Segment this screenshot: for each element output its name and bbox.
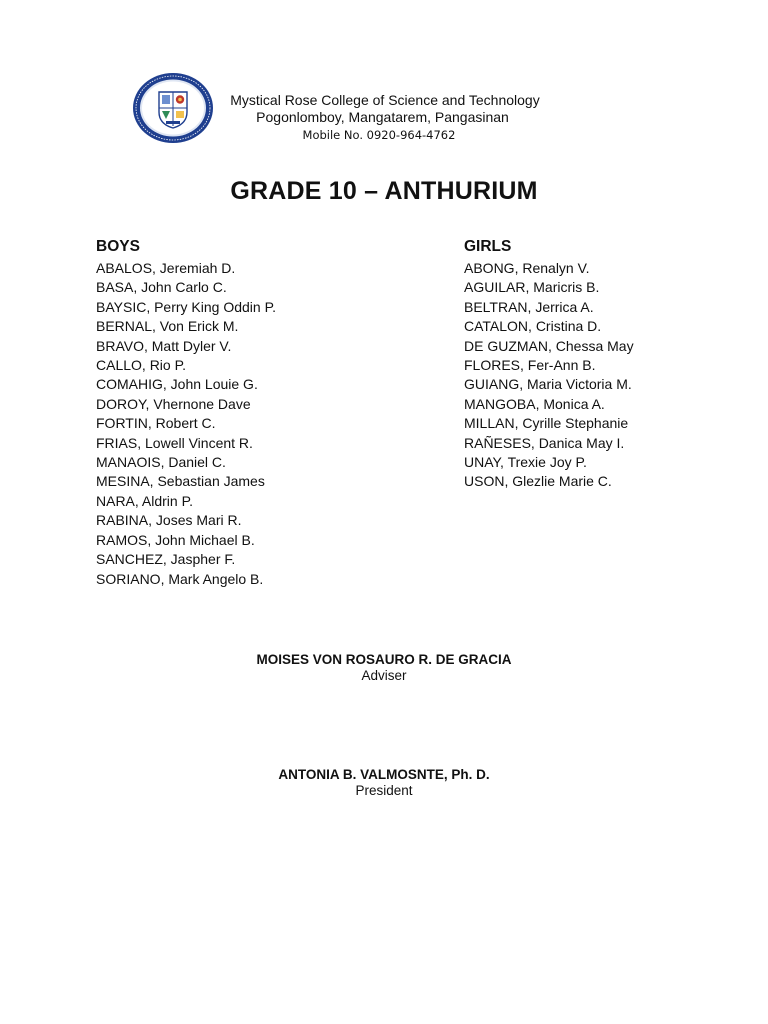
- list-item: AGUILAR, Maricris B.: [464, 279, 600, 296]
- list-item: GUIANG, Maria Victoria M.: [464, 376, 632, 393]
- girls-list: [464, 259, 634, 492]
- president-name: ANTONIA B. VALMOSNTE, Ph. D.: [278, 767, 490, 782]
- list-item: MANAOIS, Daniel C.: [96, 454, 226, 471]
- president-signature: [0, 767, 768, 799]
- list-item: BRAVO, Matt Dyler V.: [96, 337, 232, 354]
- list-item: FRIAS, Lowell Vincent R.: [96, 434, 253, 451]
- list-item: FLORES, Fer-Ann B.: [464, 357, 596, 374]
- list-item: DOROY, Vhernone Dave: [96, 395, 251, 412]
- list-item: RAÑESES, Danica May I.: [464, 434, 625, 451]
- boys-column: [96, 237, 276, 589]
- adviser-name: MOISES VON ROSAURO R. DE GRACIA: [256, 652, 512, 667]
- school-name: Mystical Rose College of Science and Technology: [230, 92, 540, 108]
- girls-heading: GIRLS: [464, 238, 512, 255]
- school-header: [200, 92, 570, 143]
- list-item: CALLO, Rio P.: [96, 357, 187, 374]
- list-item: SANCHEZ, Jaspher F.: [96, 551, 236, 568]
- adviser-signature: [0, 652, 768, 684]
- list-item: UNAY, Trexie Joy P.: [464, 454, 587, 471]
- list-item: RAMOS, John Michael B.: [96, 531, 255, 548]
- list-item: SORIANO, Mark Angelo B.: [96, 570, 264, 587]
- school-address: Pogonlomboy, Mangatarem, Pangasinan: [256, 109, 509, 125]
- list-item: COMAHIG, John Louie G.: [96, 376, 258, 393]
- list-item: ABONG, Renalyn V.: [464, 260, 590, 276]
- girls-column: [464, 237, 634, 492]
- list-item: BELTRAN, Jerrica A.: [464, 298, 594, 315]
- list-item: FORTIN, Robert C.: [96, 415, 216, 432]
- list-item: RABINA, Joses Mari R.: [96, 512, 242, 529]
- adviser-role: Adviser: [361, 668, 407, 683]
- boys-heading: BOYS: [96, 238, 140, 255]
- list-item: NARA, Aldrin P.: [96, 492, 194, 509]
- document-title: GRADE 10 – ANTHURIUM: [230, 177, 538, 205]
- list-item: CATALON, Cristina D.: [464, 318, 602, 335]
- boys-list: [96, 259, 276, 589]
- list-item: BASA, John Carlo C.: [96, 279, 227, 296]
- list-item: BAYSIC, Perry King Oddin P.: [96, 298, 277, 315]
- list-item: MESINA, Sebastian James: [96, 473, 265, 490]
- school-mobile: Mobile No. 0920-964-4762: [302, 128, 456, 142]
- list-item: BERNAL, Von Erick M.: [96, 318, 239, 335]
- list-item: MANGOBA, Monica A.: [464, 395, 605, 412]
- president-role: President: [355, 783, 413, 798]
- list-item: ABALOS, Jeremiah D.: [96, 260, 236, 276]
- list-item: MILLAN, Cyrille Stephanie: [464, 415, 629, 432]
- list-item: DE GUZMAN, Chessa May: [464, 337, 634, 354]
- list-item: USON, Glezlie Marie C.: [464, 473, 612, 490]
